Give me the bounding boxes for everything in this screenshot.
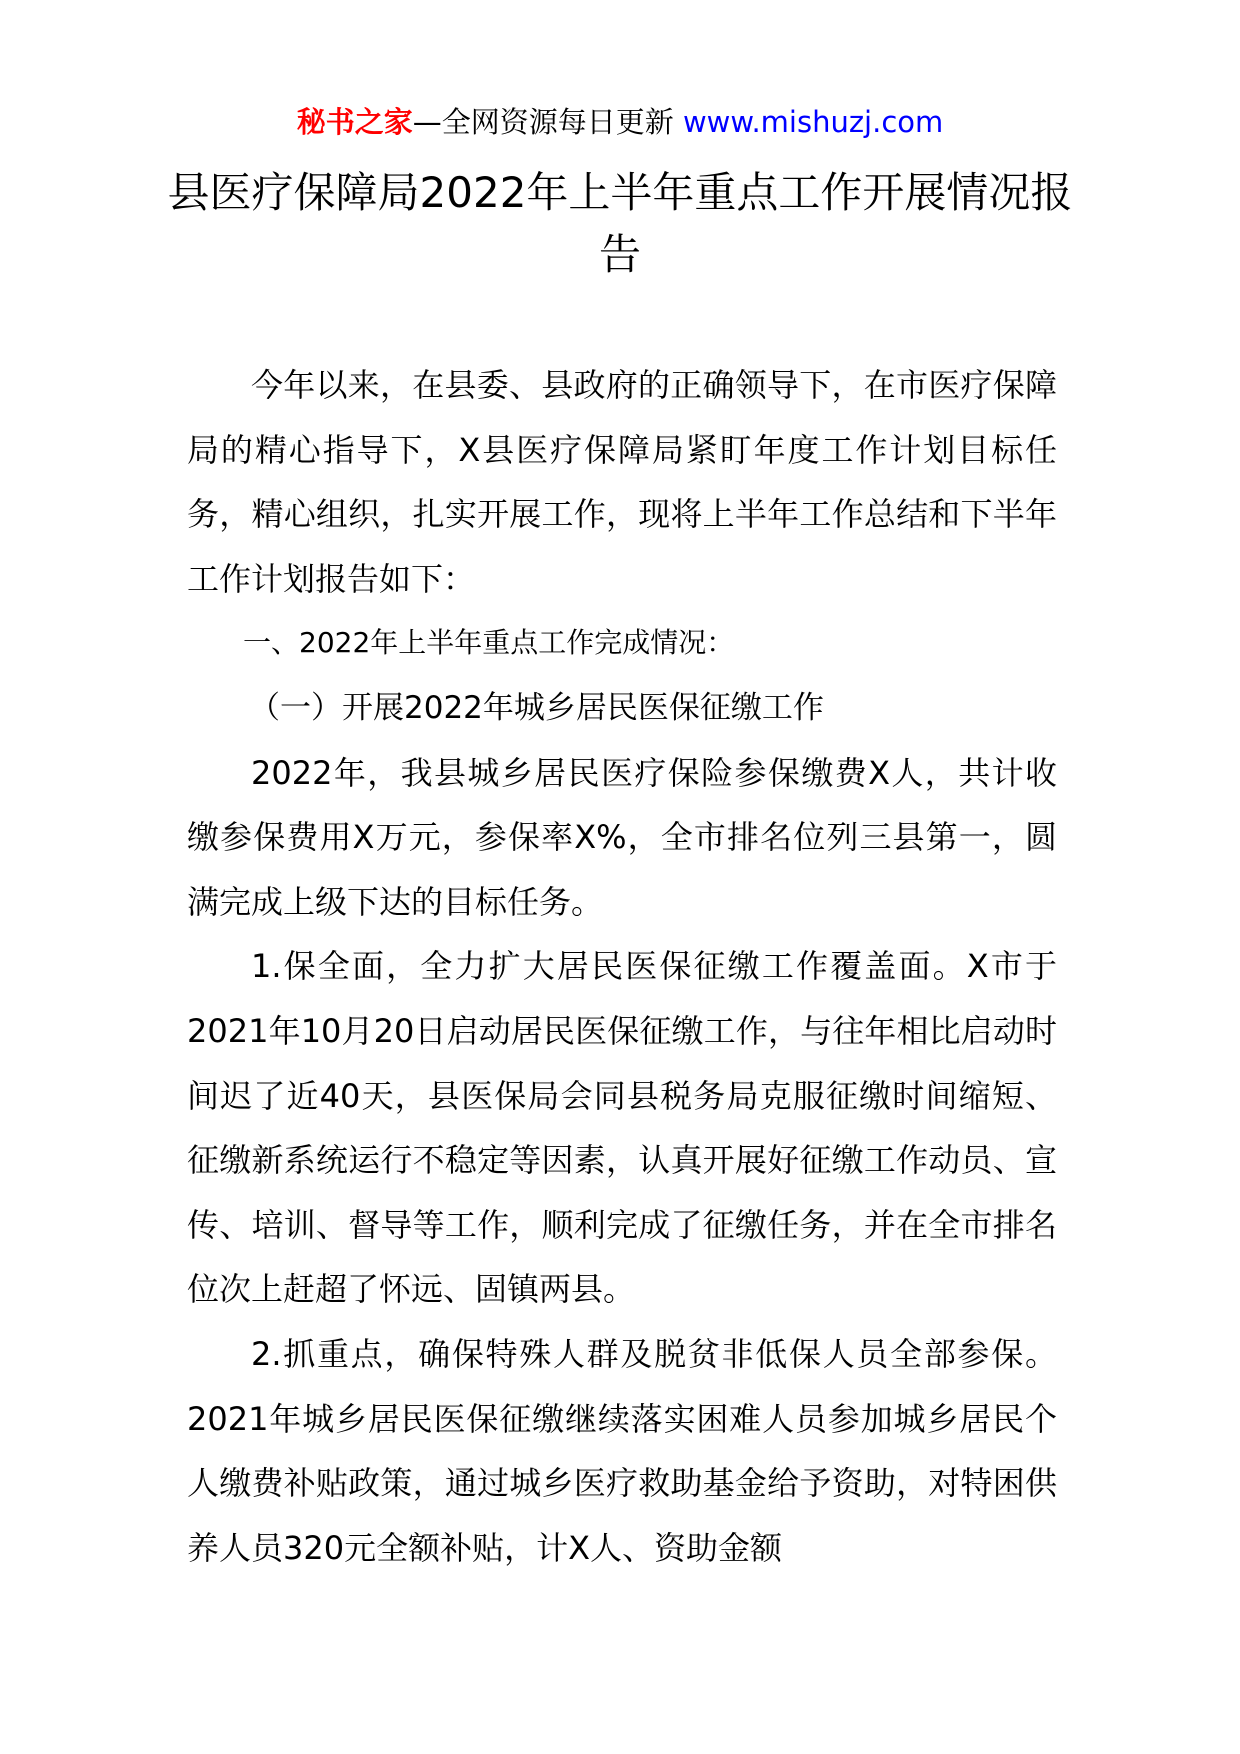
intro-paragraph: 今年以来，在县委、县政府的正确领导下，在市医疗保障局的精心指导下，X县医疗保障局紧盯年度工作计划目标任务，精心组织，扎实开展工作，现将上半年工作总结和下半年工作计划报告如下： xyxy=(187,366,1057,598)
body-paragraph: 2.抓重点，确保特殊人群及脱贫非低保人员全部参保。2021年城乡居民医保征缴继续落实困难人员参加城乡居民个人缴费补贴政策，通过城乡医疗救助基金给予资助，对特困供养人员320元全额补贴，计X人、资助金额 xyxy=(187,1334,1057,1567)
header-tagline: —全网资源每日更新 xyxy=(412,105,683,139)
site-url-link[interactable]: www.mishuzj.com xyxy=(682,105,944,139)
body-paragraph: 2022年，我县城乡居民医疗保险参保缴费X人，共计收缴参保费用X万元，参保率X%，全市排名位列三县第一，圆满完成上级下达的目标任务。 xyxy=(187,753,1057,921)
section-heading: 一、2022年上半年重点工作完成情况： xyxy=(243,626,735,660)
document-title: 县医疗保障局2022年上半年重点工作开展情况报告 xyxy=(167,168,1073,279)
watermark-header xyxy=(0,100,1240,144)
body-paragraph: 1.保全面，全力扩大居民医保征缴工作覆盖面。X市于2021年10月20日启动居民医保征缴工作，与往年相比启动时间迟了近40天，县医保局会同县税务局克服征缴时间缩短、征缴新系统运行不稳定等因素，认真开展好征缴工作动员、宣传、培训、督导等工作，顺利完成了征缴任务，并在全市排名位次上赶超了怀远、固镇两县。 xyxy=(187,947,1057,1309)
subsection-heading: （一）开展2022年城乡居民医保征缴工作 xyxy=(249,689,824,726)
brand-name: 秘书之家 xyxy=(296,105,413,139)
document-body xyxy=(187,353,1057,1580)
